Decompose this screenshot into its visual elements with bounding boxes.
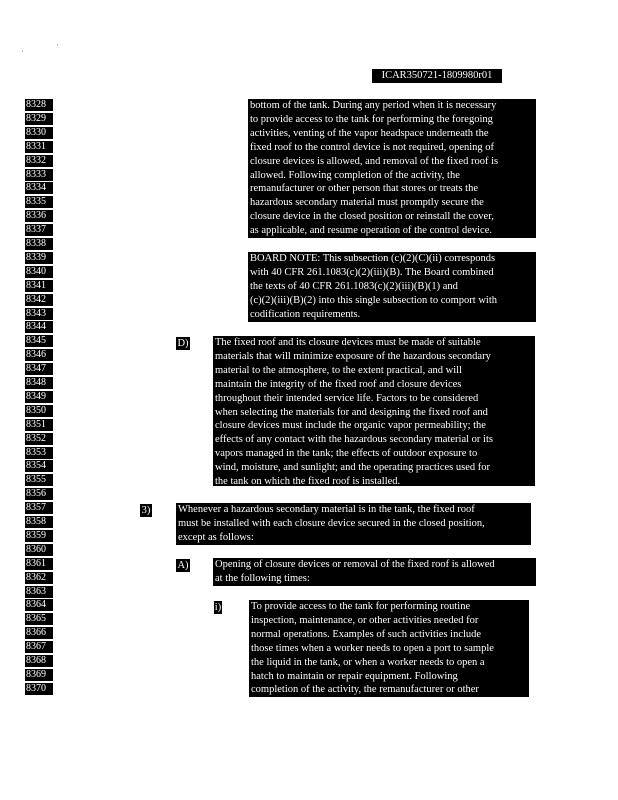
text-line: maintain the integrity of the fixed roof and closure devices (215, 378, 462, 390)
paragraph-block (249, 600, 529, 697)
paragraph-block (213, 336, 535, 486)
subsection-marker-i: i) (214, 602, 222, 613)
text-line: material to the atmosphere, to the extent practical, and will (215, 364, 462, 376)
text-line: materials that will minimize exposure of the hazardous secondary (215, 350, 491, 362)
text-line: wind, moisture, and sunlight; and the operating practices used for (215, 462, 490, 474)
line-number: 8352 (25, 433, 53, 445)
text-line: closure device in the closed position or reinstall the cover, (250, 211, 494, 223)
text-line: hatch to maintain or repair equipment. Following (251, 670, 458, 682)
line-number: 8333 (25, 169, 53, 181)
scan-speck (57, 44, 58, 46)
scan-speck (22, 50, 23, 52)
line-number: 8360 (25, 544, 53, 556)
line-number: 8349 (25, 391, 53, 403)
line-number: 8328 (25, 99, 53, 111)
text-line: hazardous secondary material must promptly secure the (250, 197, 484, 209)
line-number: 8346 (25, 349, 53, 361)
text-line: completion of the activity, the remanufacturer or other (251, 684, 479, 696)
text-line: closure devices must include the organic vapor permeability; the (215, 420, 486, 432)
board-note-block (248, 252, 536, 322)
text-line: BOARD NOTE: This subsection (c)(2)(C)(ii) corresponds (250, 253, 496, 264)
text-line: the texts of 40 CFR 261.1083(c)(2)(iii)(B)(1) and (250, 280, 458, 292)
paragraph-block (248, 99, 536, 238)
text-line: when selecting the materials for and designing the fixed roof and (215, 406, 488, 418)
line-number: 8367 (25, 641, 53, 653)
line-number: 8353 (25, 447, 53, 459)
line-number: 8332 (25, 155, 53, 167)
line-number: 8366 (25, 627, 53, 639)
line-number: 8335 (25, 196, 53, 208)
text-line: codification requirements. (250, 308, 361, 320)
line-number: 8351 (25, 419, 53, 431)
line-number: 8362 (25, 572, 53, 584)
text-line: the tank on which the fixed roof is installed. (215, 476, 401, 486)
text-line: Opening of closure devices or removal of the fixed roof is allowed (215, 559, 495, 570)
text-line: The fixed roof and its closure devices must be made of suitable (215, 337, 481, 348)
text-line: Whenever a hazardous secondary material is in the tank, the fixed roof (178, 504, 475, 515)
line-number: 8347 (25, 363, 53, 375)
line-number: 8331 (25, 141, 53, 153)
text-line: at the following times: (215, 572, 310, 584)
line-number: 8344 (25, 321, 53, 333)
text-line: To provide access to the tank for performing routine (251, 601, 471, 612)
text-line: with 40 CFR 261.1083(c)(2)(iii)(B). The Board combined (250, 266, 494, 278)
text-line: except as follows: (178, 531, 254, 543)
paragraph-block (213, 558, 536, 586)
text-line: as applicable, and resume operation of the control device. (250, 225, 492, 237)
line-number: 8339 (25, 252, 53, 264)
line-number: 8370 (25, 683, 53, 695)
line-number: 8345 (25, 335, 53, 347)
line-number: 8336 (25, 210, 53, 222)
line-number: 8348 (25, 377, 53, 389)
line-number: 8364 (25, 599, 53, 611)
line-number: 8369 (25, 669, 53, 681)
line-number: 8330 (25, 127, 53, 139)
line-number: 8329 (25, 113, 53, 125)
text-line: those times when a worker needs to open a port to sample (251, 642, 494, 654)
line-number: 8361 (25, 558, 53, 570)
text-line: the liquid in the tank, or when a worker needs to open a (251, 656, 485, 668)
paragraph-block (176, 503, 531, 545)
document-id-header: ICAR350721-1809980r01 (372, 69, 502, 83)
line-number: 8338 (25, 238, 53, 250)
subsection-marker-a: A) (177, 560, 189, 571)
text-line: must be installed with each closure device secured in the closed position, (178, 517, 485, 529)
text-line: inspection, maintenance, or other activities needed for (251, 614, 479, 626)
line-number: 8356 (25, 488, 53, 500)
line-number: 8363 (25, 586, 53, 598)
text-line: allowed. Following completion of the activity, the (250, 169, 460, 181)
text-line: to provide access to the tank for performing the foregoing (250, 113, 493, 125)
line-number: 8343 (25, 308, 53, 320)
text-line: bottom of the tank. During any period when it is necessary (250, 100, 497, 111)
line-number: 8350 (25, 405, 53, 417)
line-number: 8354 (25, 460, 53, 472)
subsection-marker-d: D) (177, 338, 189, 349)
line-number: 8340 (25, 266, 53, 278)
subsection-marker-3: 3) (141, 505, 151, 516)
line-number: 8334 (25, 182, 53, 194)
text-line: throughout their intended service life. Factors to be considered (215, 392, 479, 404)
line-number: 8342 (25, 294, 53, 306)
text-line: effects of any contact with the hazardous secondary material or its (215, 434, 493, 446)
text-line: normal operations. Examples of such activities include (251, 628, 482, 640)
line-number: 8355 (25, 474, 53, 486)
text-line: closure devices is allowed, and removal of the fixed roof is (250, 155, 499, 167)
line-number: 8341 (25, 280, 53, 292)
text-line: activities, venting of the vapor headspace underneath the (250, 127, 489, 139)
line-number: 8337 (25, 224, 53, 236)
line-number: 8368 (25, 655, 53, 667)
line-number: 8357 (25, 502, 53, 514)
text-line: remanufacturer or other person that stores or treats the (250, 183, 478, 195)
text-line: vapors managed in the tank; the effects of outdoor exposure to (215, 448, 478, 460)
line-number: 8358 (25, 516, 53, 528)
text-line: fixed roof to the control device is not required, opening of (250, 141, 495, 153)
line-number: 8359 (25, 530, 53, 542)
line-number: 8365 (25, 613, 53, 625)
text-line: (c)(2)(iii)(B)(2) into this single subsection to comport with (250, 294, 497, 306)
